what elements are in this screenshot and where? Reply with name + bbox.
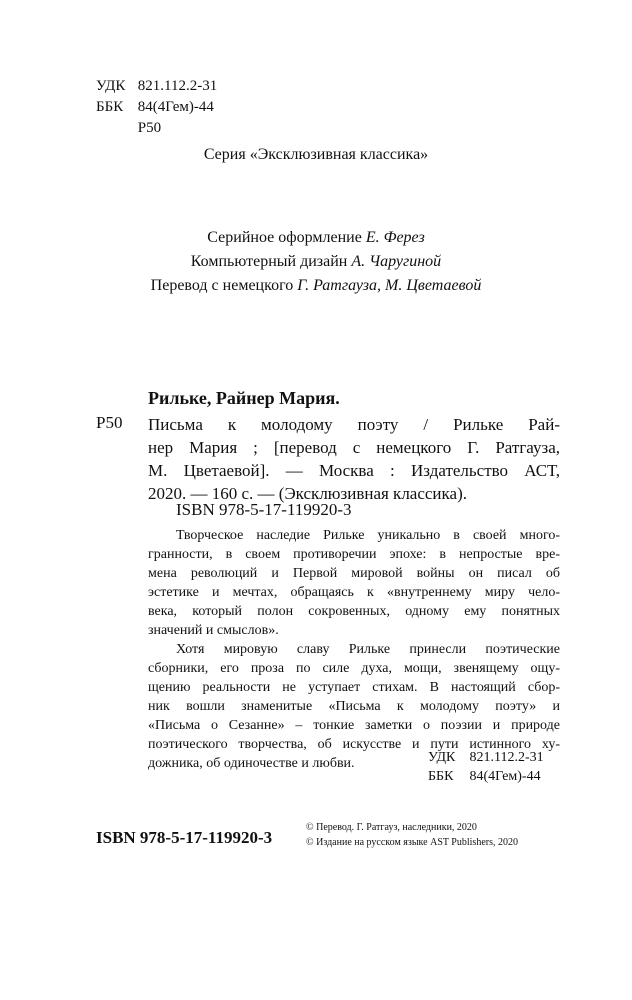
abstract	[148, 526, 560, 773]
top-classification-codes	[96, 76, 217, 139]
description-line: нер Мария ; [перевод с немецкого Г. Ратгауза,	[148, 438, 560, 457]
udk-value: 821.112.2-31	[469, 750, 544, 765]
credits-block	[0, 226, 632, 298]
abstract-line: Хотя мировую славу Рильке принесли поэтические	[176, 642, 560, 657]
abstract-line: мена революций и Первой мировой войны он писал об	[148, 566, 560, 581]
bottom-classification-codes	[428, 748, 544, 786]
bottom-udk-row	[428, 748, 544, 767]
abstract-line: эстетике и мечтах, обращаясь к «внутреннему миру чело-	[148, 585, 560, 600]
credit-design	[0, 226, 632, 250]
bbk-label: ББК	[96, 99, 124, 115]
author-sign: Р50	[137, 120, 162, 136]
abstract-line: поэтического творчества, об искусстве и пути истинного ху-	[148, 737, 560, 752]
bbk-value: 84(4Гем)-44	[137, 99, 214, 115]
series-line: Серия «Эксклюзивная классика»	[203, 146, 429, 163]
top-udk-row	[96, 76, 217, 97]
description-line: М. Цветаевой]. — Москва : Издательство АСТ,	[148, 461, 560, 480]
abstract-line: «Письма о Сезанне» – тонкие заметки о поэзии и природе	[148, 718, 560, 733]
udk-label: УДК	[428, 750, 456, 765]
udk-label: УДК	[96, 78, 126, 94]
bottom-bbk-row	[428, 767, 544, 786]
abstract-line: гранности, в своем противоречии эпохе: в непростые вре-	[148, 547, 560, 562]
abstract-line: дожника, об одиночестве и любви.	[148, 756, 355, 771]
abstract-line: щению реальности не уступает стихам. В настоящий сбор-	[148, 680, 560, 695]
credit-role: Компьютерный дизайн	[190, 253, 348, 270]
credit-computer-design	[0, 250, 632, 274]
description-line: 2020. — 160 с. — (Эксклюзивная классика).	[148, 484, 467, 503]
udk-value: 821.112.2-31	[137, 78, 218, 94]
abstract-line: века, который полон сокровенных, одному ему понятных	[148, 604, 560, 619]
copyright-line: © Издание на русском языке AST Publishers, 2020	[306, 837, 518, 848]
credit-role: Серийное оформление	[207, 229, 362, 246]
abstract-line: сборники, его проза по силе духа, мощи, звенящему ощу-	[148, 661, 560, 676]
catalog-isbn: ISBN 978-5-17-119920-3	[176, 500, 352, 519]
top-bbk-row	[96, 97, 217, 118]
footer-isbn: ISBN 978-5-17-119920-3	[96, 828, 273, 847]
bbk-value: 84(4Гем)-44	[469, 769, 541, 784]
abstract-line: значений и смыслов».	[148, 623, 279, 638]
abstract-line: ник вошли знаменитые «Письма к молодому поэту» и	[148, 699, 560, 714]
credit-name: Е. Ферез	[365, 229, 425, 246]
abstract-line: Творческое наследие Рильке уникально в своей много-	[176, 528, 560, 543]
credit-name: Г. Ратгауза, М. Цветаевой	[297, 277, 482, 294]
credit-role: Перевод с немецкого	[150, 277, 294, 294]
catalog-description	[148, 413, 560, 505]
bbk-label: ББК	[428, 769, 454, 784]
catalog-author-sign: Р50	[96, 413, 123, 432]
copyright-notice	[306, 820, 518, 850]
credit-name: А. Чаругиной	[351, 253, 442, 270]
catalog-author-heading: Рильке, Райнер Мария.	[148, 388, 340, 408]
credit-translation	[0, 274, 632, 298]
top-author-sign-row	[96, 118, 217, 139]
copyright-line: © Перевод. Г. Ратгауз, наследники, 2020	[306, 822, 477, 833]
description-line: Письма к молодому поэту / Рильке Рай-	[148, 415, 560, 434]
